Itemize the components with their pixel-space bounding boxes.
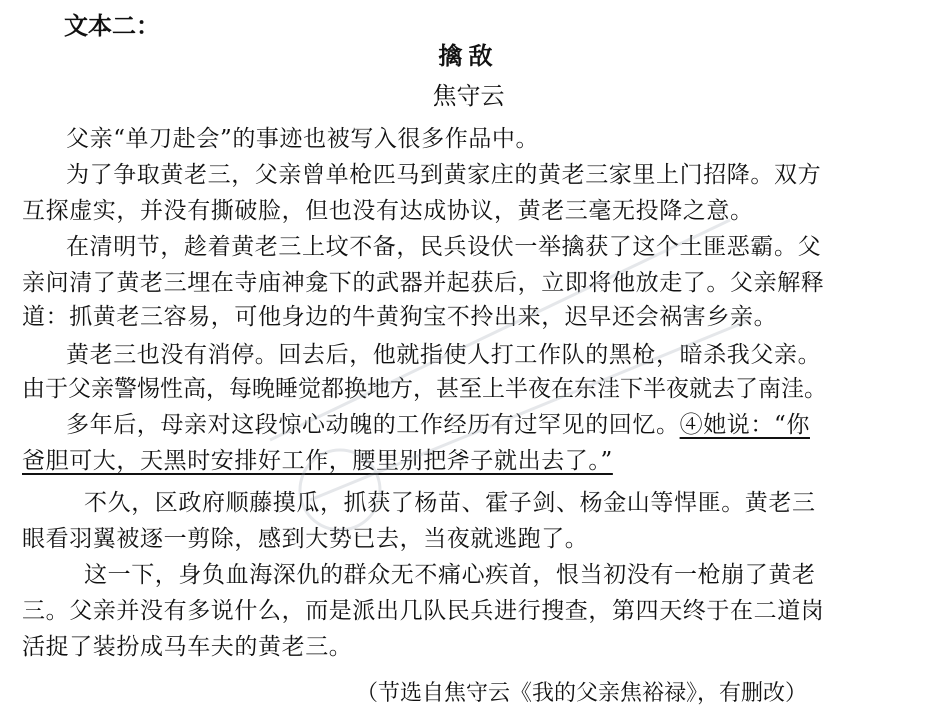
paragraph-line: 亲问清了黄老三埋在寺庙神龛下的武器并起获后，立即将他放走了。父亲解释 [22, 270, 825, 296]
article-author: 焦守云 [432, 82, 505, 110]
paragraph-line: 互探虚实，并没有撕破脸，但也没有达成协议，黄老三毫无投降之意。 [22, 198, 754, 224]
marked-sentence: ④她说：“你 [679, 412, 810, 438]
source-note: （节选自焦守云《我的父亲焦裕禄》，有删改） [356, 681, 808, 706]
section-label: 文本二： [64, 11, 160, 40]
paragraph-line: 在清明节，趁着黄老三上坟不备，民兵设伏一举擒获了这个土匪恶霸。父 [66, 234, 822, 260]
paragraph-line: 眼看羽翼被逐一剪除，感到大势已去，当夜就逃跑了。 [22, 526, 589, 552]
paragraph-line: 由于父亲警惕性高，每晚睡觉都换地方，甚至上半夜在东洼下半夜就去了南洼。 [22, 376, 827, 402]
marked-sentence: 爸胆可大，天黑时安排好工作，腰里别把斧子就出去了。” [22, 448, 613, 474]
paragraph-line: 不久，区政府顺藤摸瓜，抓获了杨苗、霍子剑、杨金山等悍匪。黄老三 [84, 490, 816, 516]
paragraph-line: 这一下，身负血海深仇的群众无不痛心疾首，恨当初没有一枪崩了黄老 [84, 562, 816, 588]
paragraph-line [66, 406, 810, 439]
paragraph-line: 道：抓黄老三容易，可他身边的牛黄狗宝不拎出来，迟早还会祸害乡亲。 [22, 304, 778, 330]
paragraph-line: 父亲“单刀赴会”的事迹也被写入很多作品中。 [66, 126, 540, 152]
line-text: 多年后，母亲对这段惊心动魄的工作经历有过罕见的回忆。 [66, 412, 680, 438]
paragraph-line: 为了争取黄老三，父亲曾单枪匹马到黄家庄的黄老三家里上门招降。双方 [66, 162, 822, 188]
paragraph-line: 三。父亲并没有多说什么，而是派出几队民兵进行搜查，第四天终于在二道岗 [22, 598, 825, 624]
article-title: 擒敌 [438, 41, 499, 70]
paragraph-line: 活捉了装扮成马车夫的黄老三。 [22, 634, 353, 660]
paragraph-line: 黄老三也没有消停。回去后，他就指使人打工作队的黑枪，暗杀我父亲。 [66, 342, 822, 368]
